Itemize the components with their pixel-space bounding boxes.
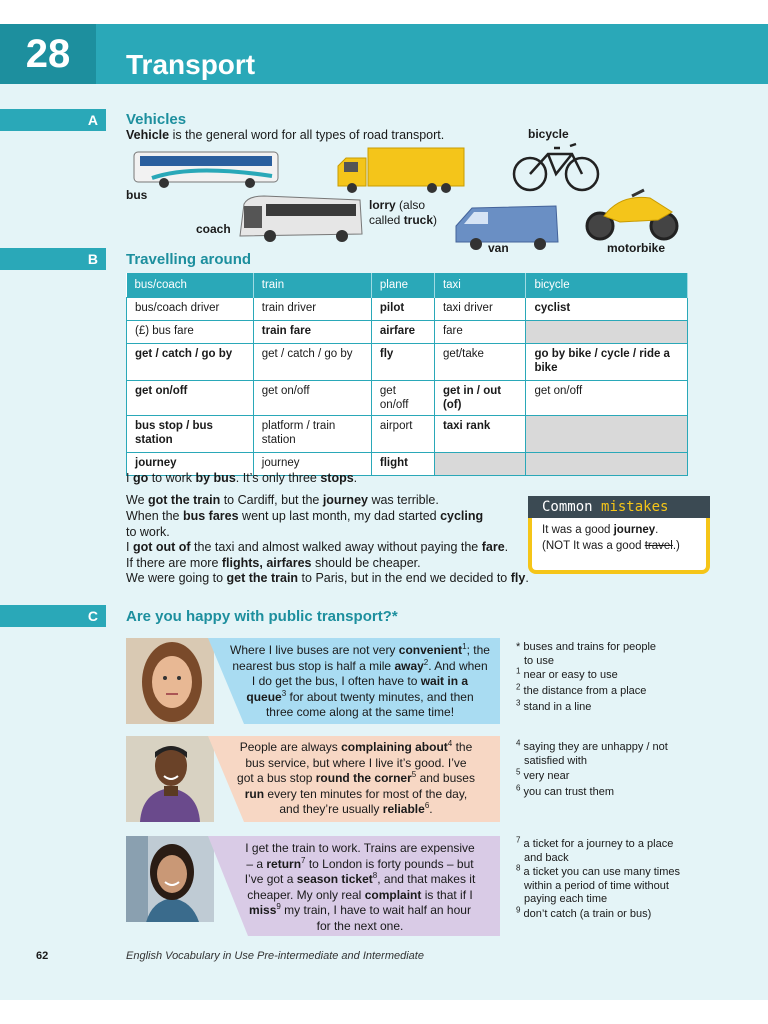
table-cell: get in / out (of) — [434, 381, 526, 416]
table-cell: train fare — [253, 321, 371, 344]
table-cell: get on/off — [253, 381, 371, 416]
table-cell: get on/off — [526, 381, 688, 416]
table-cell: bus/coach driver — [127, 298, 254, 321]
woman-photo-2 — [126, 836, 214, 922]
example-sentence-4: I got out of the taxi and almost walked away without paying the fare. — [126, 540, 509, 554]
bus-illustration — [132, 150, 282, 190]
common-mistakes-box — [528, 496, 710, 570]
table-cell: airport — [371, 416, 434, 453]
table-cell: fly — [371, 344, 434, 381]
common-mistakes-heading: Common mistakes — [528, 496, 710, 518]
section-c-tab: C — [0, 605, 106, 627]
lorry-illustration — [336, 146, 468, 198]
example-sentence-1: I go to work by bus. It’s only three stops. — [126, 471, 358, 485]
table-cell-empty — [526, 453, 688, 476]
glossary-item-2: $^2$ the distance from a place — [516, 682, 647, 697]
glossary-star: * buses and trains for people to use — [516, 641, 657, 667]
col-header-bus-coach: bus/coach — [127, 273, 254, 298]
table-cell: journey — [253, 453, 371, 476]
table-cell: pilot — [371, 298, 434, 321]
table-cell-empty — [526, 321, 688, 344]
col-header-train: train — [253, 273, 371, 298]
lorry-label: lorry (also called truck) — [369, 198, 438, 227]
glossary-item-3: $^3$ stand in a line — [516, 698, 592, 713]
glossary-item-9: $^9$ don’t catch (a train or bus) — [516, 905, 652, 920]
table-cell: journey — [127, 453, 254, 476]
table-cell: get on/off — [127, 381, 254, 416]
motorbike-illustration — [580, 188, 684, 242]
table-cell: flight — [371, 453, 434, 476]
table-cell: platform / train station — [253, 416, 371, 453]
section-b-tab: B — [0, 248, 106, 270]
table-cell: go by bike / cycle / ride a bike — [526, 344, 688, 381]
page-number: 62 — [36, 950, 49, 962]
example-sentence-3: When the bus fares went up last month, my dad started cycling to work. — [126, 509, 484, 539]
table-cell: get on/off — [371, 381, 434, 416]
unit-header-bar — [0, 24, 768, 84]
table-row — [127, 298, 688, 321]
table-cell-empty — [434, 453, 526, 476]
glossary-item-1: $^1$ near or easy to use — [516, 666, 618, 681]
bicycle-label: bicycle — [528, 127, 569, 141]
glossary-item-4: $^4$ saying they are unhappy / not satisfied with — [516, 738, 668, 767]
section-a-tab: A — [0, 109, 106, 131]
table-cell: taxi driver — [434, 298, 526, 321]
table-row — [127, 416, 688, 453]
table-row — [127, 321, 688, 344]
table-cell: (£) bus fare — [127, 321, 254, 344]
common-mistakes-body — [528, 518, 710, 574]
section-a-title: Vehicles — [126, 111, 187, 128]
table-cell: bus stop / bus station — [127, 416, 254, 453]
table-row — [127, 344, 688, 381]
col-header-bicycle: bicycle — [526, 273, 688, 298]
table-header-row — [127, 273, 688, 298]
table-cell: get / catch / go by — [127, 344, 254, 381]
glossary-item-5: $^5$ very near — [516, 767, 570, 782]
speech-text-1: Where I live buses are not very convenient$^1$; the nearest bus stop is half a mile away$^2$. And when I do get the bus, I often have to wait in a queue$^3$ for about twenty minutes, and then three come along at the same time! — [230, 642, 490, 719]
table-cell-empty — [526, 416, 688, 453]
col-header-taxi: taxi — [434, 273, 526, 298]
woman-photo-1 — [126, 638, 214, 724]
glossary-item-7: $^7$ a ticket for a journey to a place and back — [516, 835, 674, 864]
speech-text-2: People are always complaining about$^4$ the bus service, but where I live it’s good. I’ve got a bus stop round the corner$^5$ and buses run every ten minutes for most of the day, and they’re usually reliable$^6$. — [237, 739, 475, 816]
table-row — [127, 381, 688, 416]
table-cell: get/take — [434, 344, 526, 381]
transport-table — [126, 273, 688, 476]
table-cell: train driver — [253, 298, 371, 321]
section-b-title: Travelling around — [126, 251, 252, 268]
unit-title: Transport — [126, 49, 256, 80]
col-header-plane: plane — [371, 273, 434, 298]
example-sentence-2: We got the train to Cardiff, but the journey was terrible. — [126, 493, 439, 507]
unit-number: 28 — [0, 24, 96, 84]
table-cell: cyclist — [526, 298, 688, 321]
example-sentence-6: We were going to get the train to Paris, but in the end we decided to fly. — [126, 571, 529, 585]
table-cell: fare — [434, 321, 526, 344]
book-title: English Vocabulary in Use Pre-intermediate and Intermediate — [126, 950, 424, 962]
incorrect-usage: (NOT It was a good travel.) — [542, 540, 680, 552]
section-c-title: Are you happy with public transport?* — [126, 608, 398, 625]
van-label: van — [488, 241, 509, 255]
speech-text-3: I get the train to work. Trains are expensive – a return$^7$ to London is forty pounds – but I’ve got a season ticket$^8$, and that makes it cheaper. My only real complaint is that if I miss$^9$ my train, I have to wait half an hour for the next one. — [244, 841, 476, 933]
table-cell: taxi rank — [434, 416, 526, 453]
bus-label: bus — [126, 188, 148, 202]
glossary-item-8: $^8$ a ticket you can use many times within a period of time without paying each time — [516, 863, 681, 905]
vehicles-intro: Vehicle is the general word for all types of road transport. — [126, 128, 445, 142]
table-cell: airfare — [371, 321, 434, 344]
correct-usage: It was a good journey. — [542, 524, 659, 536]
coach-illustration — [234, 194, 366, 246]
coach-label: coach — [196, 222, 231, 236]
man-photo — [126, 736, 214, 822]
motorbike-label: motorbike — [607, 241, 666, 255]
table-cell: get / catch / go by — [253, 344, 371, 381]
example-sentence-5: If there are more flights, airfares should be cheaper. — [126, 556, 421, 570]
glossary-item-6: $^6$ you can trust them — [516, 783, 615, 798]
